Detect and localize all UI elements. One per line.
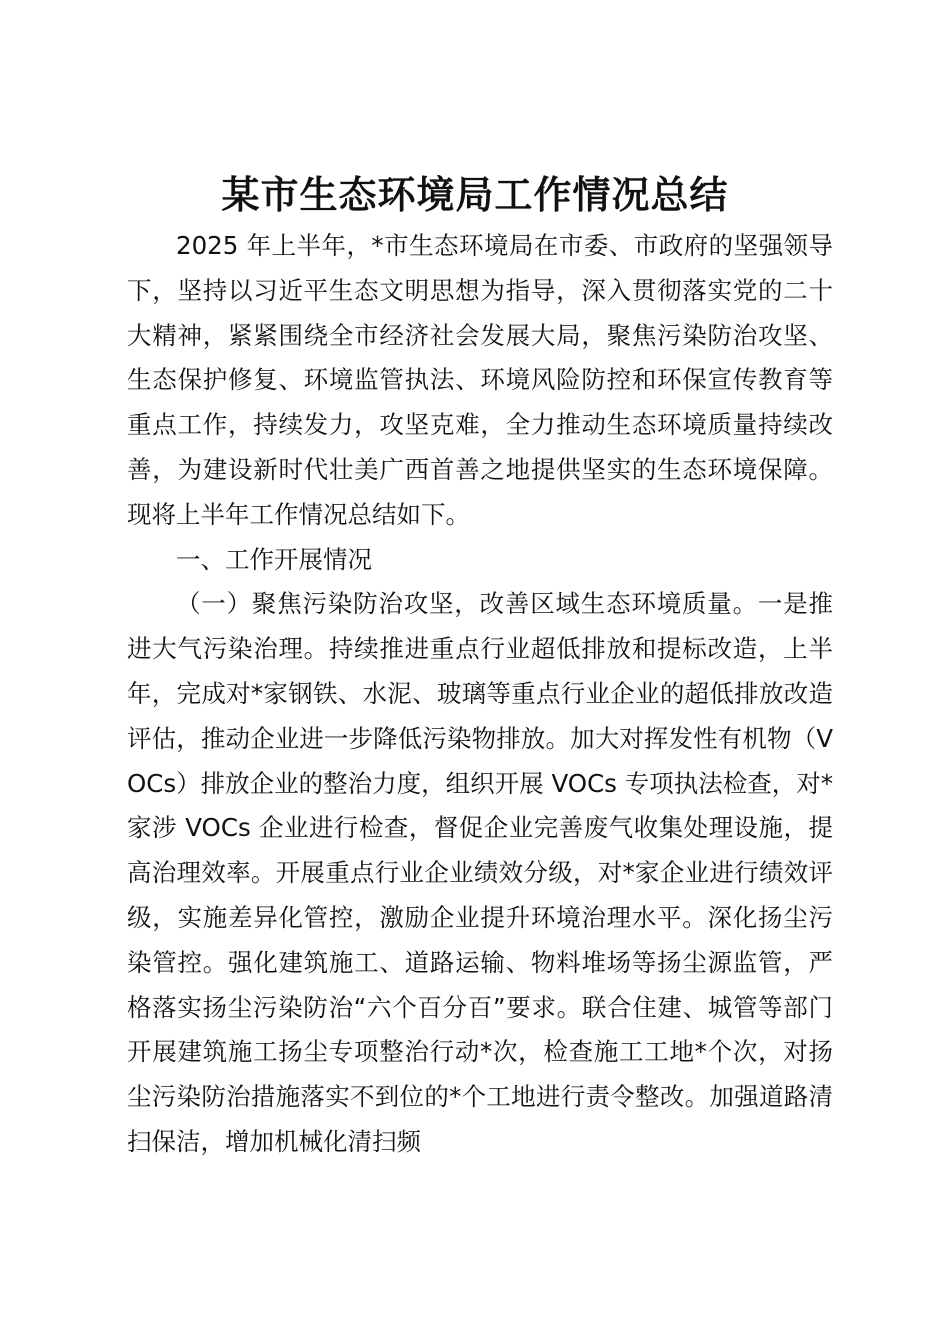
intro-paragraph: 2025 年上半年，*市生态环境局在市委、市政府的坚强领导下，坚持以习近平生态文明思想为指导，深入贯彻落实党的二十大精神，紧紧围绕全市经济社会发展大局，聚焦污染防治攻坚、生态保护修复、环境监管执法、环境风险防控和环保宣传教育等重点工作，持续发力，攻坚克难，全力推动生态环境质量持续改善，为建设新时代壮美广西首善之地提供坚实的生态环境保障。现将上半年工作情况总结如下。: [127, 231, 833, 529]
document-body: [127, 224, 833, 1165]
section-paragraph: （一）聚焦污染防治攻坚，改善区域生态环境质量。一是推进大气污染治理。持续推进重点行业超低排放和提标改造，上半年，完成对*家钢铁、水泥、玻璃等重点行业企业的超低排放改造评估，推动企业进一步降低污染物排放。加大对挥发性有机物（VOCs）排放企业的整治力度，组织开展 VOCs 专项执法检查，对*家涉 VOCs 企业进行检查，督促企业完善废气收集处理设施，提高治理效率。开展重点行业企业绩效分级，对*家企业进行绩效评级，实施差异化管控，激励企业提升环境治理水平。深化扬尘污染管控。强化建筑施工、道路运输、物料堆场等扬尘源监管，严格落实扬尘污染防治“六个百分百”要求。联合住建、城管等部门开展建筑施工扬尘专项整治行动*次，检查施工工地*个次，对扬尘污染防治措施落实不到位的*个工地进行责令整改。加强道路清扫保洁，增加机械化清扫频: [127, 589, 833, 1156]
section-heading: 一、工作开展情况: [176, 544, 372, 574]
document-title: 某市生态环境局工作情况总结: [221, 172, 729, 217]
